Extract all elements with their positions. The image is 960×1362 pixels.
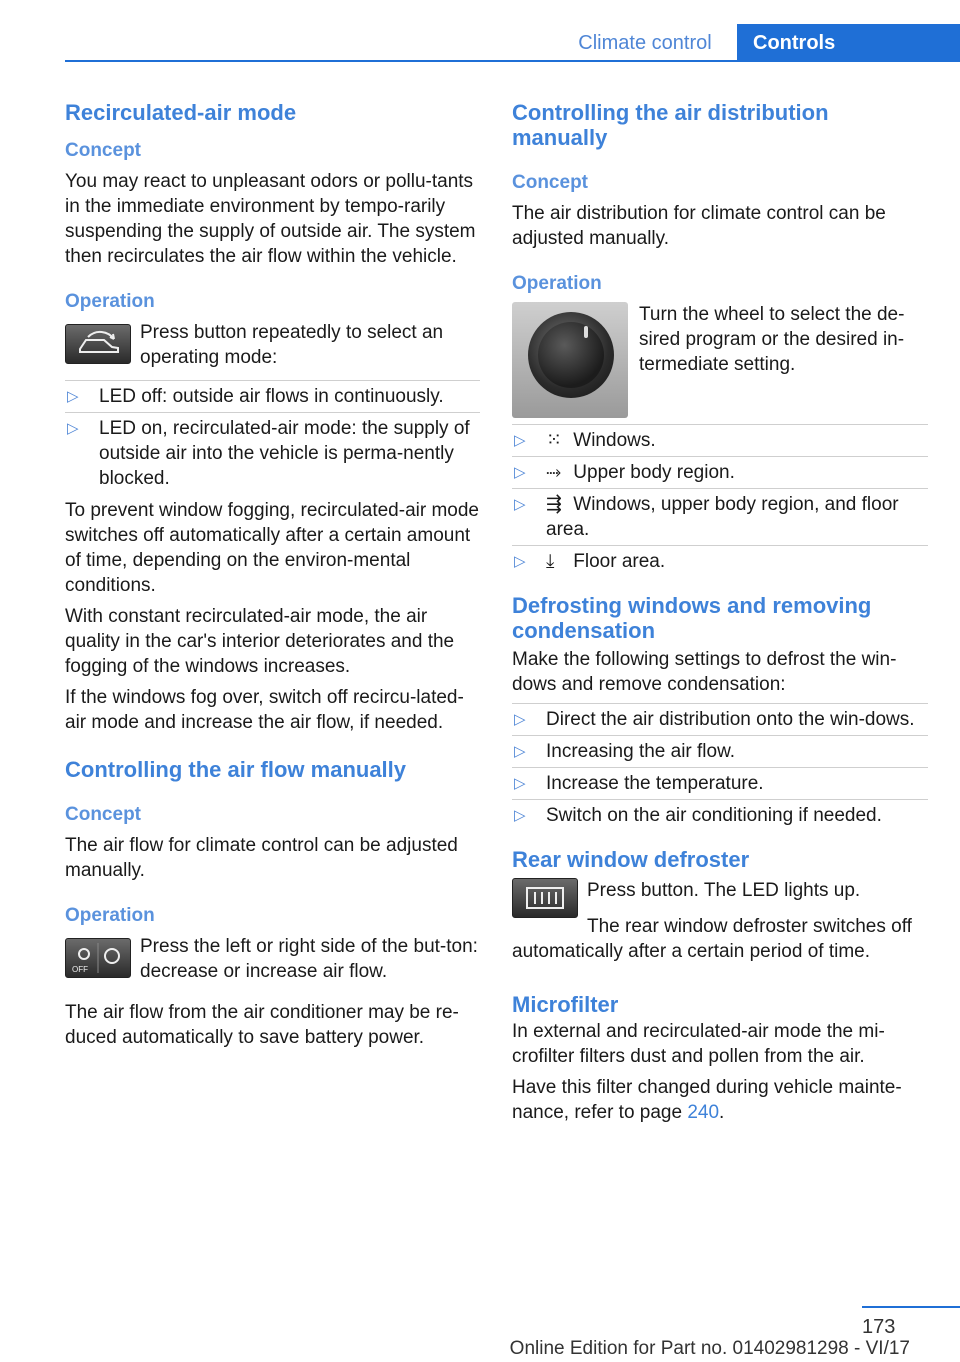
distribution-operation-text: Turn the wheel to select the de-sired program or the desired in-termediate setting. <box>639 304 905 375</box>
distribution-operation-heading: Operation <box>512 273 602 294</box>
recirc-concept-heading: Concept <box>65 140 141 161</box>
airflow-operation-text: Press the left or right side of the but-ton: decrease or increase air flow. <box>140 936 478 982</box>
rear-defrost-text-2: The rear window defroster switches off automatically after a certain period of time. <box>512 916 912 962</box>
page-number: 173 <box>862 1316 896 1338</box>
list-item: ▷ ⤑ Upper body region. <box>512 456 928 488</box>
rear-defrost-text-1: Press button. The LED lights up. <box>587 880 861 901</box>
defrost-steps-list <box>512 703 928 831</box>
list-item: ▷ Direct the air distribution onto the win-dows. <box>512 703 928 735</box>
triangle-bullet-icon: ▷ <box>67 388 79 405</box>
microfilter-title: Microfilter <box>512 992 619 1017</box>
triangle-bullet-icon: ▷ <box>514 553 526 570</box>
list-item: ▷ ⇶ Windows, upper body region, and floor area. <box>512 488 928 545</box>
triangle-bullet-icon: ▷ <box>514 496 526 513</box>
airflow-operation-row <box>65 934 480 986</box>
recirc-operation-text: Press button repeatedly to select an operating mode: <box>140 322 444 368</box>
distribution-mode-list <box>512 424 928 577</box>
upper-body-airflow-icon: ⤑ <box>546 462 562 483</box>
floor-airflow-icon: ⤓ <box>546 551 555 572</box>
triangle-bullet-icon: ▷ <box>514 711 526 728</box>
list-item: ▷ ⤓ Floor area. <box>512 545 928 577</box>
header-rule <box>65 60 960 62</box>
list-item: ▷ LED on, recirculated-air mode: the supply of outside air into the vehicle is perma-nently blocked. <box>65 412 480 494</box>
right-column <box>512 100 928 1131</box>
page-reference-link[interactable]: 240 <box>687 1102 720 1123</box>
rear-defrost-title: Rear window defroster <box>512 847 750 872</box>
recirculation-button-icon <box>65 324 131 364</box>
windows-airflow-icon: ⁙ <box>546 430 562 451</box>
airflow-para-1: The air flow from the air conditioner may be re-duced automatically to save battery power. <box>65 1002 459 1048</box>
recirc-mode-list <box>65 380 480 494</box>
list-item: ▷ LED off: outside air flows in continuously. <box>65 380 480 412</box>
airflow-operation-heading: Operation <box>65 905 155 926</box>
triangle-bullet-icon: ▷ <box>514 432 526 449</box>
distribution-operation-row <box>512 302 928 420</box>
all-zones-airflow-icon: ⇶ <box>546 494 562 515</box>
defrost-intro: Make the following settings to defrost the win-dows and remove condensation: <box>512 649 897 695</box>
footer-rule <box>862 1306 960 1308</box>
airflow-concept-heading: Concept <box>65 804 141 825</box>
recirc-operation-heading: Operation <box>65 291 155 312</box>
airflow-concept-text: The air flow for climate control can be adjusted manually. <box>65 835 458 881</box>
distribution-concept-heading: Concept <box>512 172 588 193</box>
recirc-operation-row <box>65 320 480 372</box>
triangle-bullet-icon: ▷ <box>67 420 79 437</box>
triangle-bullet-icon: ▷ <box>514 775 526 792</box>
rear-defroster-button-icon <box>512 878 578 918</box>
triangle-bullet-icon: ▷ <box>514 464 526 481</box>
air-distribution-wheel-icon <box>512 302 628 418</box>
list-item: ▷ ⁙ Windows. <box>512 424 928 456</box>
rear-defrost-row <box>512 878 928 918</box>
recirc-para-2: With constant recirculated-air mode, the air quality in the car's interior deteriorates and the fogging of the windows increases. <box>65 606 455 677</box>
list-item: ▷ Increase the temperature. <box>512 767 928 799</box>
header-chapter-tab: Controls <box>737 24 960 62</box>
distribution-title: Controlling the air distribution manually <box>512 100 829 150</box>
microfilter-para-2: Have this filter changed during vehicle mainte-nance, refer to page 240. <box>512 1077 902 1123</box>
triangle-bullet-icon: ▷ <box>514 743 526 760</box>
list-item: ▷ Increasing the air flow. <box>512 735 928 767</box>
microfilter-para-1: In external and recirculated-air mode the mi-crofilter filters dust and pollen from the air. <box>512 1021 885 1067</box>
triangle-bullet-icon: ▷ <box>514 807 526 824</box>
left-column <box>65 100 480 1056</box>
edition-footer: Online Edition for Part no. 01402981298 - VI/17 <box>509 1338 910 1359</box>
distribution-concept-text: The air distribution for climate control can be adjusted manually. <box>512 203 886 249</box>
airflow-title: Controlling the air flow manually <box>65 757 407 782</box>
list-item: ▷ Switch on the air conditioning if needed. <box>512 799 928 831</box>
fan-off-label: OFF <box>72 965 88 974</box>
recirc-para-1: To prevent window fogging, recirculated-air mode switches off automatically after a certain amount of time, depending on the environ-mental conditions. <box>65 500 479 596</box>
header-section-tab: Climate control <box>578 32 712 54</box>
recirc-para-3: If the windows fog over, switch off recircu-lated-air mode and increase the air flow, if needed. <box>65 687 464 733</box>
defrost-title: Defrosting windows and removing condensation <box>512 593 872 643</box>
recirc-title: Recirculated-air mode <box>65 100 297 125</box>
recirc-concept-text: You may react to unpleasant odors or pollu-tants in the immediate environment by tempo-rarily suspending the supply of outside air. The system then recirculates the air flow within the vehicle. <box>65 171 476 267</box>
fan-button-icon <box>65 938 131 978</box>
